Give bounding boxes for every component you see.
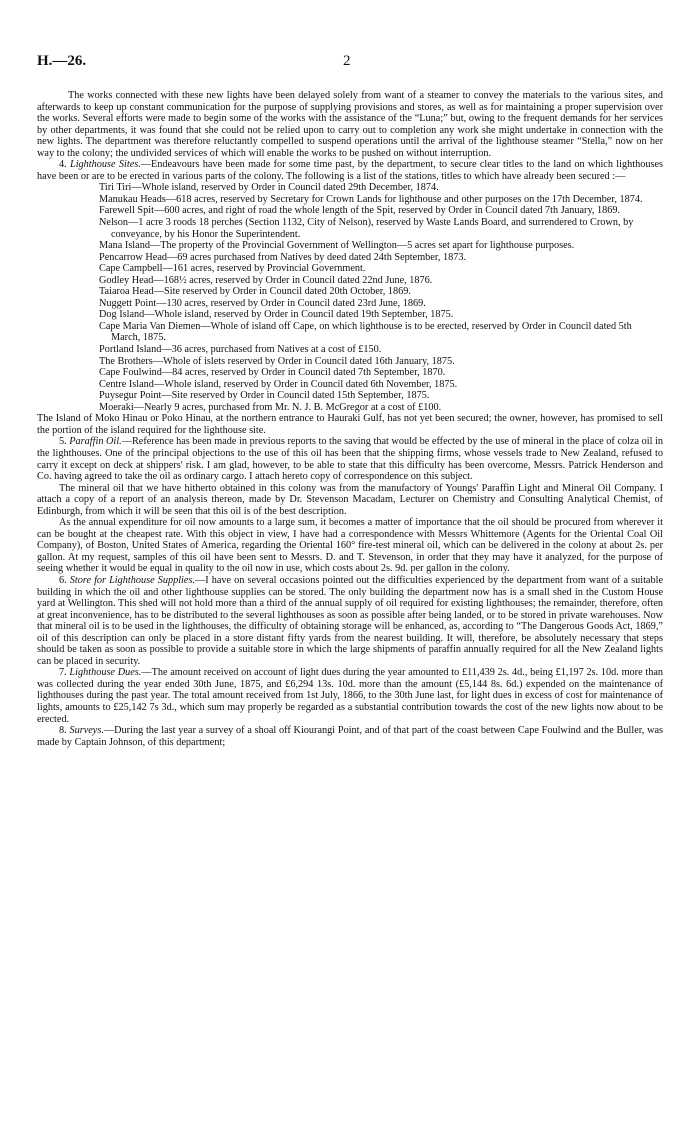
site-item: Pencarrow Head—69 acres purchased from Natives by deed dated 24th September, 1873. <box>99 251 467 263</box>
section-8-text: —During the last year a survey of a shoal off Kiourangi Point, and of that part of the coast between Cape Foulwind and the Buller, was made by Captain Johnson, of this department; <box>37 725 664 748</box>
site-item: Cape Campbell—161 acres, reserved by Provincial Government. <box>99 263 366 275</box>
lighthouse-sites-list <box>37 182 663 413</box>
site-item: Godley Head—168½ acres, reserved by Order in Council dated 22nd June, 1876. <box>99 274 433 286</box>
section-6-text: —I have on several occasions pointed out the difficulties experienced by the department from want of a suitable building in which the oil and other lighthouse supplies can be stored. The only building the department now has is a small shed in the Custom House yard at Wellington. This shed will not hold more than a third of the annual supply of oil required for existing lighthouses; the remainder, therefore, often at great inconvenience, has to be distributed to the several lighthouses as soon as possible after being landed, or to be stored in private warehouses. Now that mineral oil is to be used in the lighthouses, the difficulty of obtaining storage will be enhanced, as, according to “The Dangerous Goods Act, 1869,” oil of this description can only be placed in a store distant fifty yards from the nearest building. It will, therefore, be absolutely necessary that steps should be taken as soon as possible to provide a suitable store in which the large shipments of paraffin annually required for all the New Zealand lights can be placed in security. <box>37 574 663 667</box>
site-item: Puysegur Point—Site reserved by Order in Council dated 15th September, 1875. <box>99 390 430 402</box>
document-body <box>37 90 663 748</box>
site-item: Cape Maria Van Diemen—Whole of island off Cape, on which lighthouse is to be erected, reserved by Order in Council dated 5th March, 1875. <box>99 320 632 344</box>
intro-paragraph: The works connected with these new lights have been delayed solely from want of a steamer to convey the materials to the various sites, and afterwards to keep up constant communication for the purpose of supplying provisions and stores, as well as for maintaining a proper supervision over the works. Several efforts were made to begin some of the works with the assistance of the “Luna;” but, owing to the frequent demands for her services by other departments, it was found that she could not be relied upon to carry out to completion any work she might undertake in connection with the new lights. The department was therefore reluctantly compelled to suspend operations until the arrival of the lighthouse steamer “Stella,” now on her way to the colony; the undivided services of which will enable the works to be pushed on without interruption. <box>37 90 663 159</box>
section-4-text: —Endeavours have been made for some time past, by the department, to secure clear titles to the land on which lighthouses have been or are to be erected in various parts of the colony. The following is a list of the stations, titles to which have already been secured :— <box>37 159 663 182</box>
section-5-heading: Paraffin Oil. <box>69 436 122 448</box>
site-item: Nuggett Point—130 acres, reserved by Order in Council dated 23rd June, 1869. <box>99 297 426 309</box>
section-5-paragraph <box>37 436 663 482</box>
section-4-number: 4. <box>59 159 67 171</box>
site-item: Taiaroa Head—Site reserved by Order in Council dated 20th October, 1869. <box>99 286 411 298</box>
section-5-number: 5. <box>59 436 67 448</box>
section-8-paragraph <box>37 725 663 748</box>
section-7-text: —The amount received on account of light dues during the year amounted to £11,439 2s. 4d., being £1,197 2s. 10d. more than was collected during the year ended 30th June, 1875, and £6,294 13s. 10d. more than the amount (£5,144 8s. 6d.) expended on the maintenance of lighthouses during the past year. The total amount received from 1st July, 1866, to the 30th June last, for light dues in excess of cost for maintenance of lights, amounts to £25,142 7s 3d., which sum may properly be regarded as a substantial contribution towards the cost of the new lights now about to be erected. <box>37 667 664 725</box>
site-item: Centre Island—Whole island, reserved by Order in Council dated 6th November, 1875. <box>99 378 458 390</box>
section-5-paragraph-2: The mineral oil that we have hitherto obtained in this colony was from the manufactory of Youngs' Paraffin Light and Mineral Oil Company. I attach a copy of a report of an analysis thereon, made by Dr. Stevenson Macadam, Lecturer on Chemistry and Consulting Analytical Chemist, of Edinburgh, from which it will be seen that this oil is of the best description. <box>37 482 663 517</box>
section-7-number: 7. <box>59 667 67 679</box>
site-item: Manukau Heads—618 acres, reserved by Secretary for Crown Lands for lighthouse and other purposes on the 17th December, 1874. <box>99 193 643 205</box>
site-item: Farewell Spit—600 acres, and right of road the whole length of the Spit, reserved by Order in Council dated 7th January, 1869. <box>99 205 621 217</box>
section-5-paragraph-3: As the annual expenditure for oil now amounts to a large sum, it becomes a matter of importance that the oil should be procured from wherever it can be bought at the cheapest rate. With this object in view, I have had a correspondence with Messrs Whittemore (Agents for the Oriental Coal Oil Company), of Boston, United States of America, regarding the Oriental 160° fire-test mineral oil, which can be delivered in the colony at about 2s. per gallon. At my request, samples of this oil have been sent to Messrs. D. and T. Stevenson, in order that they may have it analyzed, for the purpose of seeing whether it would be equal in quality to the oil now in use, which costs about 2s. 9d. per gallon in the colony. <box>37 517 663 575</box>
section-6-paragraph <box>37 575 663 667</box>
site-item: The Brothers—Whole of islets reserved by Order in Council dated 16th January, 1875. <box>99 355 455 367</box>
site-item: Moeraki—Nearly 9 acres, purchased from Mr. N. J. B. McGregor at a cost of £100. <box>99 401 442 413</box>
section-6-heading: Store for Lighthouse Supplies. <box>69 574 196 586</box>
document-reference: H.—26. <box>37 53 87 69</box>
section-7-heading: Lighthouse Dues. <box>69 667 142 679</box>
section-7-paragraph <box>37 667 663 725</box>
site-item: Cape Foulwind—84 acres, reserved by Order in Council dated 7th September, 1870. <box>99 367 446 379</box>
section-8-heading: Surveys. <box>69 725 104 737</box>
site-item: Tiri Tiri—Whole island, reserved by Order in Council dated 29th December, 1874. <box>99 182 439 194</box>
section-4-heading: Lighthouse Sites. <box>70 159 141 171</box>
site-item: Nelson—1 acre 3 roods 18 perches (Section 1132, City of Nelson), reserved by Waste Lands Board, and surrendered to Crown, by conveyance, by his Honor the Superintendent. <box>99 217 634 240</box>
section-5-text: —Reference has been made in previous reports to the saving that would be effected by the use of mineral in the place of colza oil in the lighthouses. One of the principal objections to the use of this oil has been that the shipping firms, whose vessels trade to New Zealand, refused to carry it except on deck at shippers' risk. I am glad, however, to be able to state that this difficulty has been overcome, Messrs. Patrick Henderson and Co. having agreed to take the oil as ordinary cargo. I attach hereto copy of correspondence on this subject. <box>37 436 664 483</box>
site-item: Dog Island—Whole island, reserved by Order in Council dated 19th September, 1875. <box>99 309 454 321</box>
site-item: Portland Island—36 acres, purchased from Natives at a cost of £150. <box>99 344 382 356</box>
site-item: Mana Island—The property of the Provincial Government of Wellington—5 acres set apart for lighthouse purposes. <box>99 240 575 252</box>
section-8-number: 8. <box>59 725 67 737</box>
page-number: 2 <box>343 53 351 69</box>
page-header <box>37 53 663 76</box>
section-6-number: 6. <box>59 574 67 586</box>
section-4-closing: The Island of Moko Hinau or Poko Hinau, at the northern entrance to Hauraki Gulf, has not yet been secured; the owner, however, has promised to sell the portion of the island required for the lighthouse site. <box>37 413 663 436</box>
section-4-paragraph <box>37 159 663 182</box>
